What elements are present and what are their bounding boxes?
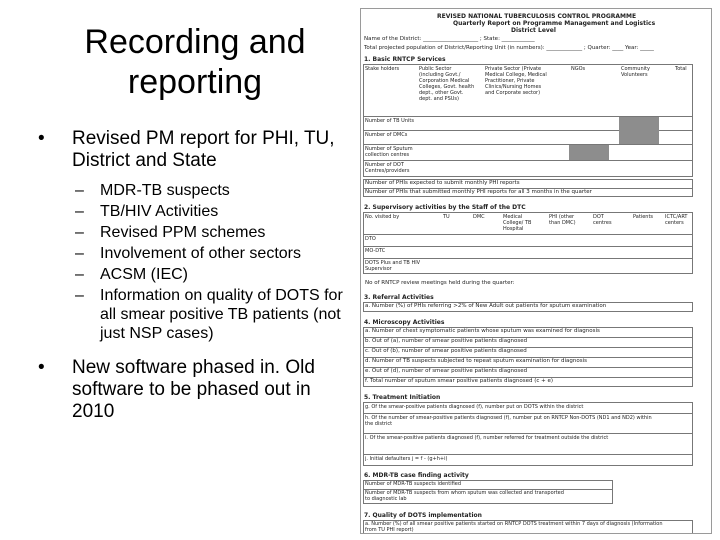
sub-item-text: Involvement of other sectors xyxy=(100,245,301,262)
form-header-1: REVISED NATIONAL TUBERCULOSIS CONTROL PROGRAMME xyxy=(437,13,637,20)
section-5-title: 5. Treatment Initiation xyxy=(364,394,441,401)
table-cell: PHI (other than DMC) xyxy=(549,214,576,226)
section-2-title: 2. Supervisory activities by the Staff of the DTC xyxy=(364,204,526,211)
table-cell: Total xyxy=(675,66,687,72)
sub-item-text: MDR-TB suspects xyxy=(100,182,230,199)
table-cell: DTO xyxy=(365,236,376,242)
bullet-item xyxy=(30,357,355,423)
table-row: f. Total number of sputum smear positive patients diagnosed (c + e) xyxy=(365,378,553,384)
phi-row: Number of PHIs expected to submit monthly PHI reports xyxy=(365,180,520,186)
table-cell: ICTC/ART centers xyxy=(665,214,688,226)
sub-item-text: Revised PPM schemes xyxy=(100,224,266,241)
sub-item xyxy=(30,244,355,263)
table-rule xyxy=(363,234,693,235)
table-row: a. Number (%) of all smear positive patients started on RNTCP DOTS treatment within 7 days of diagnosis (Information from TU PHI report) xyxy=(365,521,663,533)
section-3-title: 3. Referral Activities xyxy=(364,294,434,301)
table-row: e. Out of (d), number of smear positive patients diagnosed xyxy=(365,368,528,374)
table-rule xyxy=(363,144,693,145)
table-rule xyxy=(363,413,693,414)
table-cell: Number of DOT Centres/providers xyxy=(365,162,410,174)
table-row: Number of MDR-TB suspects identified xyxy=(365,481,462,487)
table-cell: Private Sector (Private Medical College, Medical Practitioner, Private Clinics/Nursing Homes and Corporate sector) xyxy=(485,66,547,96)
sub-item-text: Information on quality of DOTS for all smear positive TB patients (not just NSP cases) xyxy=(100,287,343,342)
table-cell: Public Sector (including Govt./ Corporation Medical Colleges, Govt. health dept., other Govt. dept. and PSUs) xyxy=(419,66,475,102)
form-header-2: Quarterly Report on Programme Management and Logistics xyxy=(453,20,656,27)
form-header-3: District Level xyxy=(511,27,556,34)
table-row: i. Of the smear-positive patients diagnosed (f), number referred for treatment outside the district xyxy=(365,435,609,441)
table-cell: MO-DTC xyxy=(365,248,386,254)
table-rule xyxy=(363,454,693,455)
table-cell: Number of DMCs xyxy=(365,132,408,138)
dash-glyph: – xyxy=(75,287,84,304)
dash-glyph: – xyxy=(75,182,84,199)
table-row: h. Of the number of smear-positive patients diagnosed (f), number put on RNTCP Non-DOTS (ND1 and ND2) within the district xyxy=(365,415,652,427)
table-cell: Patients xyxy=(633,214,654,220)
phi-row: Number of PHIs that submitted monthly PHI reports for all 3 months in the quarter xyxy=(365,189,592,195)
sub-item-text: TB/HIV Activities xyxy=(100,203,219,220)
bullet-glyph: • xyxy=(38,128,45,149)
table-row: Number of MDR-TB suspects from whom sputum was collected and transported to diagnostic lab xyxy=(365,490,564,502)
table-rule xyxy=(363,258,693,259)
table-cell: Medical College/ TB Hospital xyxy=(503,214,532,232)
shaded-cell xyxy=(569,145,609,160)
population-line: Total projected population of District/Reporting Unit (in numbers): _____________ ; Quarter: ____ Year: _____ xyxy=(364,45,654,51)
district-line: Name of the District: ____________________ ; State: ____________ xyxy=(364,36,535,42)
table-row: b. Out of (a), number of smear positive patients diagnosed xyxy=(365,338,528,344)
sub-item xyxy=(30,286,355,343)
table-row: g. Of the smear-positive patients diagnosed (f), number put on DOTS within the district xyxy=(365,404,584,410)
table-row: j. Initial defaulters j = f - (g+h+i) xyxy=(365,456,448,462)
section-6-title: 6. MDR-TB case finding activity xyxy=(364,472,469,479)
dash-glyph: – xyxy=(75,266,84,283)
table-cell: Community Volunteers xyxy=(621,66,650,78)
sub-item xyxy=(30,181,355,200)
table-cell: No. visited by xyxy=(365,214,400,220)
dash-glyph: – xyxy=(75,224,84,241)
table-cell: TU xyxy=(443,214,450,220)
bullet-text: New software phased in. Old software to be phased out in 2010 xyxy=(72,357,315,422)
table-cell: DOTS Plus and TB HIV Supervisor xyxy=(365,260,421,272)
sub-item-text: ACSM (IEC) xyxy=(100,266,188,283)
sub-item xyxy=(30,265,355,284)
table-row: a. Number of chest symptomatic patients whose sputum was examined for diagnosis xyxy=(365,328,600,334)
sub-item xyxy=(30,223,355,242)
dash-glyph: – xyxy=(75,203,84,220)
table-cell: DMC xyxy=(473,214,485,220)
table-cell: Number of Sputum collection centres xyxy=(365,146,413,158)
sub-item xyxy=(30,202,355,221)
table-rule xyxy=(363,246,693,247)
review-meetings-line: No of RNTCP review meetings held during the quarter: xyxy=(365,280,515,286)
title-line-2: reporting xyxy=(127,63,263,101)
table-cell: Stake holders xyxy=(365,66,400,72)
table-rule xyxy=(363,433,693,434)
table-rule xyxy=(363,160,693,161)
slide-title xyxy=(40,22,350,102)
bullet-text: Revised PM report for PHI, TU, District and State xyxy=(72,128,335,171)
table-row: a. Number (%) of PHIs referring >2% of New Adult out patients for sputum examination xyxy=(365,303,607,309)
bullet-item xyxy=(30,128,355,172)
table-cell: DOT centres xyxy=(593,214,612,226)
section-7-title: 7. Quality of DOTS implementation xyxy=(364,512,482,519)
sub-list xyxy=(30,181,355,343)
table-cell: NGOs xyxy=(571,66,586,72)
bullet-list xyxy=(30,128,355,423)
bullet-glyph: • xyxy=(38,357,45,378)
shaded-cell xyxy=(619,117,659,144)
section-4-title: 4. Microscopy Activities xyxy=(364,319,445,326)
table-row: d. Number of TB suspects subjected to repeat sputum examination for diagnosis xyxy=(365,358,587,364)
table-cell: Number of TB Units xyxy=(365,118,414,124)
title-line-1: Recording and xyxy=(84,23,306,61)
table-row: c. Out of (b), number of smear positive patients diagnosed xyxy=(365,348,527,354)
section-1-title: 1. Basic RNTCP Services xyxy=(364,56,446,63)
report-form-image xyxy=(360,8,712,534)
dash-glyph: – xyxy=(75,245,84,262)
